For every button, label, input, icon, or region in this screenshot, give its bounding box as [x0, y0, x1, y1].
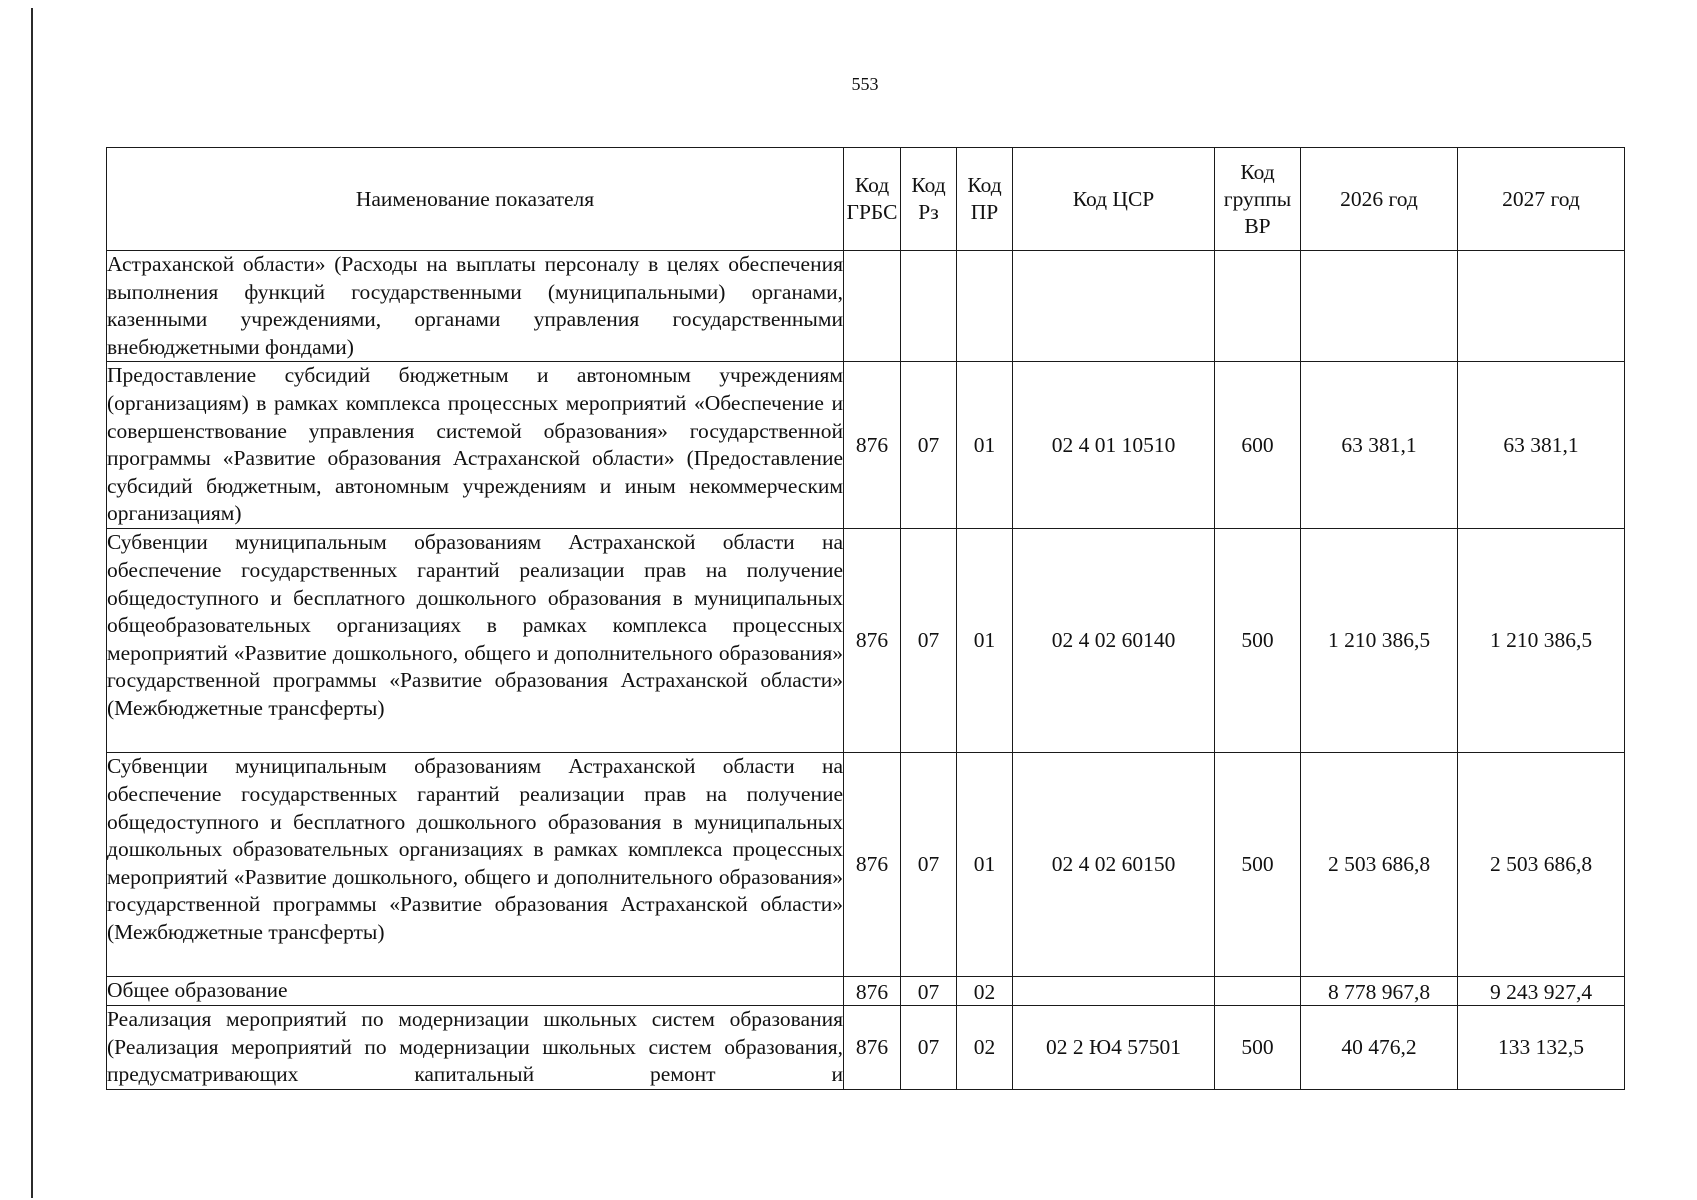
row-vr — [1215, 977, 1301, 1006]
row-grbs: 876 — [844, 753, 901, 977]
row-vr: 600 — [1215, 362, 1301, 529]
header-grbs: Код ГРБС — [844, 148, 901, 251]
budget-table — [106, 147, 1625, 1090]
row-csr — [1013, 977, 1215, 1006]
header-2026: 2026 год — [1301, 148, 1458, 251]
row-2027: 1 210 386,5 — [1458, 529, 1625, 753]
header-2027: 2027 год — [1458, 148, 1625, 251]
table-row — [107, 529, 1625, 753]
table-row — [107, 251, 1625, 362]
row-name: Астраханской области» (Расходы на выплаты персоналу в целях обеспечения выполнения функций государственными (муниципальными) органами, казенными учреждениями, органами управления государственными внебюджетными фондами) — [107, 251, 844, 362]
row-csr: 02 2 Ю4 57501 — [1013, 1005, 1215, 1089]
row-pr — [957, 251, 1013, 362]
row-vr: 500 — [1215, 753, 1301, 977]
header-name: Наименование показателя — [107, 148, 844, 251]
row-pr: 02 — [957, 1005, 1013, 1089]
row-rz: 07 — [901, 1005, 957, 1089]
row-grbs: 876 — [844, 362, 901, 529]
row-2026: 2 503 686,8 — [1301, 753, 1458, 977]
row-2026 — [1301, 251, 1458, 362]
row-vr: 500 — [1215, 1005, 1301, 1089]
header-csr: Код ЦСР — [1013, 148, 1215, 251]
table-row — [107, 1005, 1625, 1089]
binding-line — [31, 8, 33, 1198]
row-name: Субвенции муниципальным образованиям Астраханской области на обеспечение государственных гарантий реализации прав на получение общедоступного и бесплатного дошкольного образования в муниципальных дошкольных образовательных организациях в рамках комплекса процессных мероприятий «Развитие дошкольного, общего и дополнительного образования» государственной программы «Развитие образования Астраханской области» (Межбюджетные трансферты) — [107, 753, 844, 977]
table-header-row — [107, 148, 1625, 251]
row-grbs: 876 — [844, 1005, 901, 1089]
table-row — [107, 753, 1625, 977]
row-rz — [901, 251, 957, 362]
header-vr: Код группы ВР — [1215, 148, 1301, 251]
row-2026: 40 476,2 — [1301, 1005, 1458, 1089]
row-name — [107, 1005, 844, 1089]
row-pr: 01 — [957, 362, 1013, 529]
row-2027: 63 381,1 — [1458, 362, 1625, 529]
row-csr: 02 4 02 60140 — [1013, 529, 1215, 753]
row-csr: 02 4 02 60150 — [1013, 753, 1215, 977]
header-pr: Код ПР — [957, 148, 1013, 251]
row-grbs — [844, 251, 901, 362]
row-rz: 07 — [901, 529, 957, 753]
row-2026: 8 778 967,8 — [1301, 977, 1458, 1006]
row-csr — [1013, 251, 1215, 362]
row-grbs: 876 — [844, 977, 901, 1006]
row-pr: 02 — [957, 977, 1013, 1006]
row-pr: 01 — [957, 529, 1013, 753]
row-rz: 07 — [901, 753, 957, 977]
row-2027: 2 503 686,8 — [1458, 753, 1625, 977]
row-rz: 07 — [901, 977, 957, 1006]
row-2027: 133 132,5 — [1458, 1005, 1625, 1089]
table-row — [107, 362, 1625, 529]
page-number: 553 — [851, 74, 879, 94]
row-2026: 1 210 386,5 — [1301, 529, 1458, 753]
row-2027: 9 243 927,4 — [1458, 977, 1625, 1006]
row-csr: 02 4 01 10510 — [1013, 362, 1215, 529]
row-pr: 01 — [957, 753, 1013, 977]
row-name: Предоставление субсидий бюджетным и автономным учреждениям (организациям) в рамках комплекса процессных мероприятий «Обеспечение и совершенствование управления системой образования» государственной программы «Развитие образования Астраханской области» (Предоставление субсидий бюджетным, автономным учреждениям и иным некоммерческим организациям) — [107, 362, 844, 529]
row-vr — [1215, 251, 1301, 362]
header-rz: Код Рз — [901, 148, 957, 251]
row-2026: 63 381,1 — [1301, 362, 1458, 529]
row-rz: 07 — [901, 362, 957, 529]
row-name-text: Реализация мероприятий по модернизации школьных систем образования (Реализация мероприятий по модернизации школьных систем образования, предусматривающих капитальный ремонт и — [107, 1006, 843, 1087]
row-grbs: 876 — [844, 529, 901, 753]
row-vr: 500 — [1215, 529, 1301, 753]
row-2027 — [1458, 251, 1625, 362]
row-name: Субвенции муниципальным образованиям Астраханской области на обеспечение государственных гарантий реализации прав на получение общедоступного и бесплатного дошкольного образования в муниципальных общеобразовательных организациях в рамках комплекса процессных мероприятий «Развитие дошкольного, общего и дополнительного образования» государственной программы «Развитие образования Астраханской области» (Межбюджетные трансферты) — [107, 529, 844, 753]
row-name: Общее образование — [107, 977, 844, 1006]
table-row — [107, 977, 1625, 1006]
